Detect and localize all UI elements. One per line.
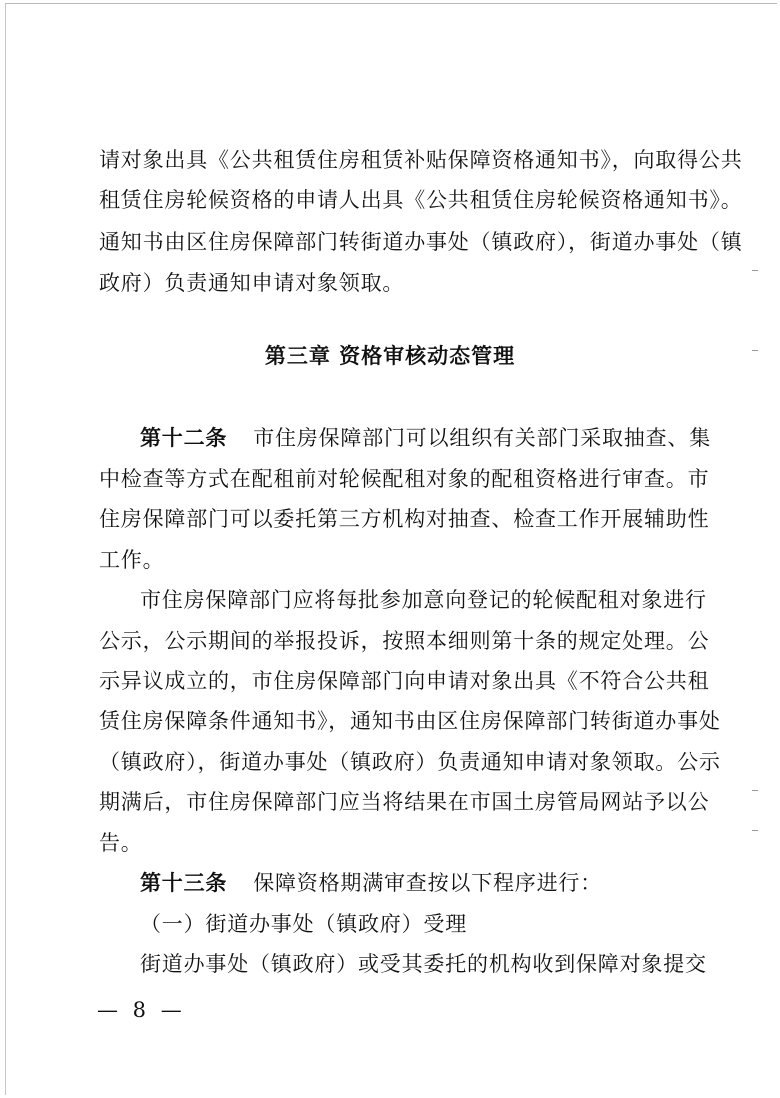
text-line: 公示，公示期间的举报投诉，按照本细则第十条的规定处理。公 <box>99 629 710 653</box>
text-line: （镇政府），街道办事处（镇政府）负责通知申请对象领取。公示 <box>99 750 721 774</box>
article-label: 第十三条 <box>140 871 228 895</box>
text-line: 政府）负责通知申请对象领取。 <box>99 271 405 295</box>
text-line: 期满后，市住房保障部门应当将结果在市国土房管局网站予以公 <box>99 790 710 814</box>
article-text: 市住房保障部门可以组织有关部门采取抽查、集 <box>253 426 712 450</box>
article-13-first-line <box>140 870 602 896</box>
article-label: 第十二条 <box>140 426 228 450</box>
text-line: 请对象出具《公共租赁住房租赁补贴保障资格通知书》，向取得公共 <box>99 148 743 172</box>
scan-mark <box>752 830 758 831</box>
text-line: 市住房保障部门应将每批参加意向登记的轮候配租对象进行 <box>140 588 707 612</box>
scan-mark <box>752 270 758 271</box>
page-number: — 8 — <box>97 998 186 1022</box>
article-12-first-line <box>140 425 711 451</box>
article-text: 保障资格期满审查按以下程序进行： <box>253 871 603 895</box>
text-line: 赁住房保障条件通知书》，通知书由区住房保障部门转街道办事处 <box>99 709 721 733</box>
scan-mark <box>752 790 758 791</box>
chapter-title: 第三章 资格审核动态管理 <box>264 344 516 368</box>
text-line: 通知书由区住房保障部门转街道办事处（镇政府），街道办事处（镇 <box>99 230 743 254</box>
text-line: 租赁住房轮候资格的申请人出具《公共租赁住房轮候资格通知书》。 <box>99 188 743 212</box>
text-line: 工作。 <box>99 548 165 572</box>
text-line: 告。 <box>99 831 143 855</box>
text-line: 住房保障部门可以委托第三方机构对抽查、检查工作开展辅助性 <box>99 507 710 531</box>
text-line: 街道办事处（镇政府）或受其委托的机构收到保障对象提交 <box>140 952 707 976</box>
text-line: 示异议成立的，市住房保障部门向申请对象出具《不符合公共租 <box>99 669 710 693</box>
scan-mark <box>752 350 758 351</box>
list-item: （一）街道办事处（镇政府）受理 <box>140 912 467 936</box>
text-line: 中检查等方式在配租前对轮候配租对象的配租资格进行审查。市 <box>99 467 710 491</box>
